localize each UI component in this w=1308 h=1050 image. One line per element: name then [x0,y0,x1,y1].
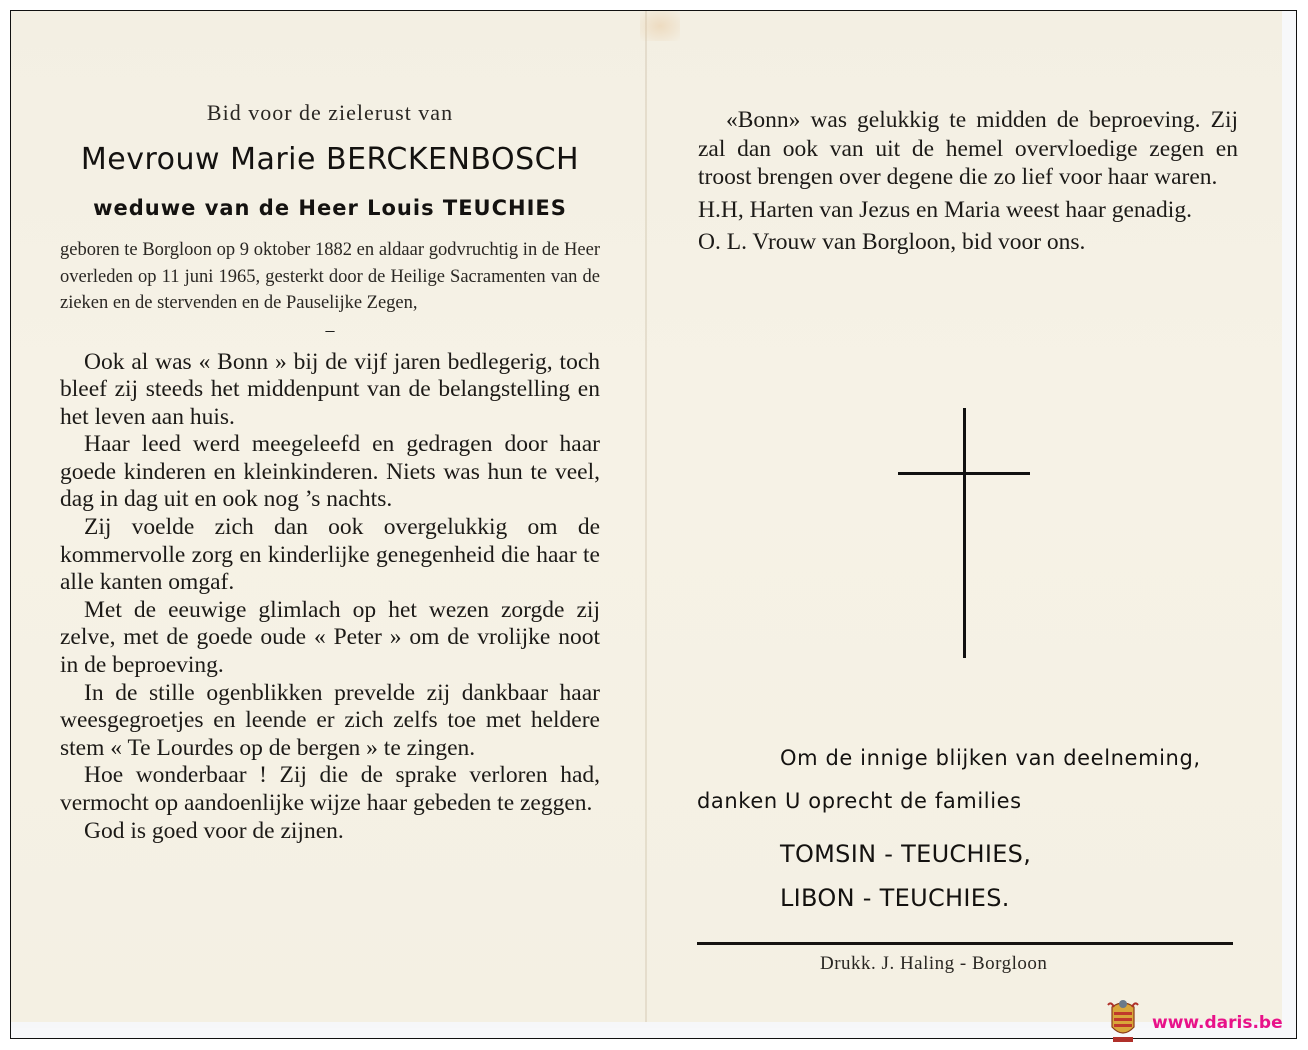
prayer-line: O. L. Vrouw van Borgloon, bid voor ons. [698,229,1086,255]
tribute-paragraph: In de stille ogenblikken prevelde zij dankbaar haar weesgegroetjes en leende er zich zelfs toe met heldere stem « Te Lourdes op de bergen » te zingen. [60,679,600,761]
tribute-paragraph: Met de eeuwige glimlach op het wezen zorgde zij zelve, met de goede oude « Peter » om de vrolijke noot in de beproeving. [60,596,600,679]
left-page [60,95,600,845]
tribute-paragraph: Zij voelde zich dan ook overgelukkig om de kommervolle zorg en kinderlijke genegenheid die haar te alle kanten omgaf. [60,514,600,596]
birth-death-details: geboren te Borgloon op 9 oktober 1882 en aldaar godvruchtig in de Heer overleden op 11 juni 1965, gesterkt door de Heilige Sacramenten van de zieken en de stervenden en de Pauselijke Zegen, [60,240,600,313]
printer-credit: Drukk. J. Haling - Borgloon [820,953,1048,974]
tribute-paragraph: Ook al was « Bonn » bij de vijf jaren bedlegerig, toch bleef zij steeds het middenpunt van de belangstelling en het leven aan huis. [60,348,600,430]
family-name: LIBON - TEUCHIES. [780,884,1010,912]
tribute-paragraph: God is goed voor de zijnen. [84,817,344,844]
separator: – [325,319,335,340]
watermark-link[interactable]: www.daris.be [1152,1013,1283,1033]
thanks-line: Om de innige blijken van deelneming, [780,746,1201,770]
coat-of-arms-icon [1106,997,1140,1045]
tribute-paragraph: Haar leed werd meegeleefd en gedragen door haar goede kinderen en kleinkinderen. Niets was hun te veel, dag in dag uit en ook nog ’s nachts. [60,431,600,513]
right-paragraph: «Bonn» was gelukkig te midden de beproeving. Zij zal dan ook van uit de hemel overvloedige zegen en troost brengen over degene die zo lief voor haar waren. [698,107,1238,190]
right-page [698,106,1238,261]
card-fold [645,11,647,1028]
cross-horizontal-bar [898,472,1030,475]
paper-stain [640,11,680,41]
cross-vertical-bar [963,408,966,658]
divider-rule [697,942,1233,945]
scan-edge [11,1022,1282,1028]
tribute-paragraph: Hoe wonderbaar ! Zij die de sprake verloren had, vermocht op aandoenlijke wijze haar gebeden te zeggen. [60,762,600,816]
deceased-name: Mevrouw Marie BERCKENBOSCH [80,142,580,177]
prayer-line: H.H, Harten van Jezus en Maria weest haar genadig. [698,196,1192,223]
right-text [698,106,1238,257]
widow-of-line: weduwe van de Heer Louis TEUCHIES [93,196,567,220]
intro-line: Bid voor de zielerust van [206,100,454,125]
thanks-line: danken U oprecht de families [697,789,1022,813]
family-name: TOMSIN - TEUCHIES, [780,840,1032,868]
tribute-text [60,349,600,846]
